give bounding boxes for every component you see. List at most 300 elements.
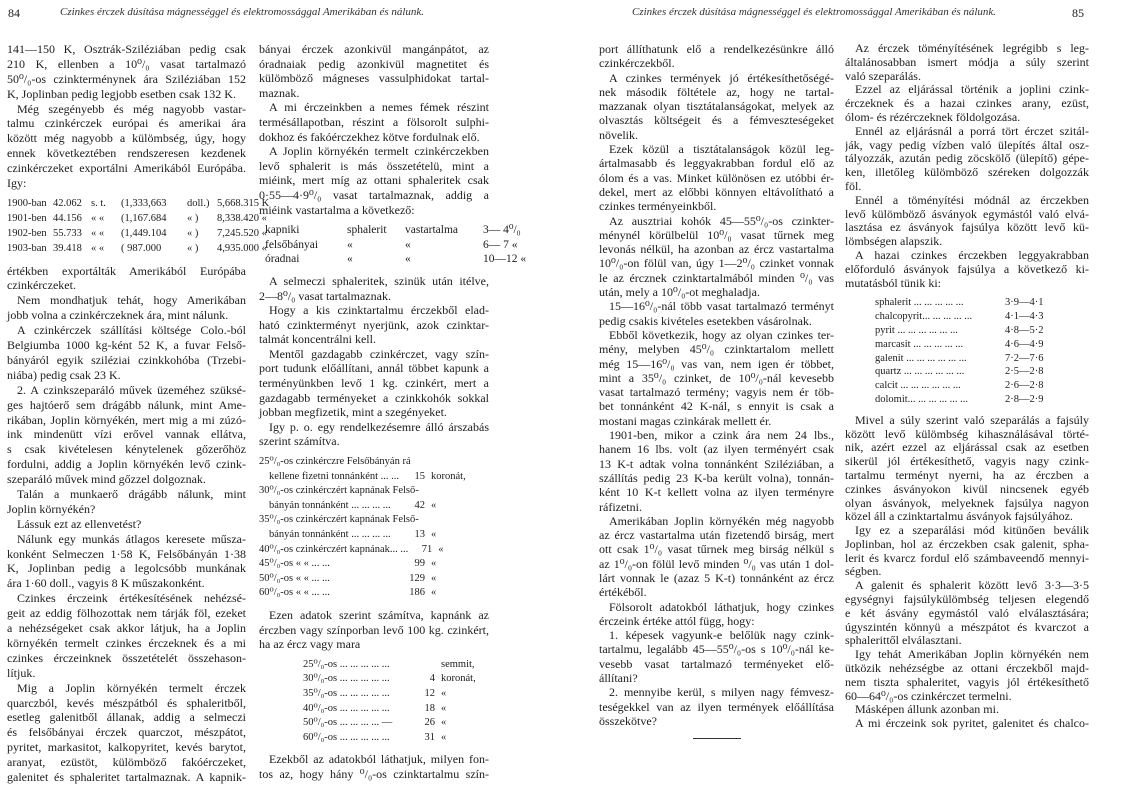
text-line: czinkes érczeinknek összetételét összehason- — [7, 650, 246, 665]
paragraph — [599, 42, 834, 71]
text-line: termésállapotban, részint a fölsorolt sulphi- — [259, 114, 489, 129]
table-cell: marcasit ... ... ... ... ... — [875, 338, 964, 350]
text-line: Czinkes érczeink értékesítésének nehézsé- — [17, 591, 246, 606]
paragraph — [259, 608, 489, 652]
text-line: Nem mondhatjuk tehát, hogy Amerikában — [17, 293, 246, 308]
paragraph — [845, 125, 1089, 194]
table-cell: (1,333,663 — [121, 197, 167, 209]
text-line: Fölsorolt adatokból láthatjuk, hogy czinkes — [609, 599, 834, 614]
text-line: terményünkben levő 1 kg. czinkért, mert a — [259, 376, 489, 391]
table-cell: « — [441, 717, 447, 729]
table-row — [259, 499, 489, 514]
table-row — [303, 731, 489, 746]
text-line: külömböző mágneses vassulphidokat tartal- — [259, 71, 489, 86]
table-cell: semmit, — [441, 658, 475, 670]
text-line: K, Joplinban pedig legjobb esetben csak 132 K. — [7, 86, 236, 101]
text-line: közel áll a czinktartalmu ásványok fajsúlyához. — [845, 509, 1073, 524]
paragraph — [845, 83, 1089, 124]
table-cell: 2·5—2·8 — [1005, 366, 1044, 378]
right-page-column-1 — [599, 42, 834, 739]
table-cell: 60⁰/₀-os ... ... ... ... ... — [303, 731, 390, 743]
text-line: vesebb vasat tartalmazó terményeket elő- — [599, 656, 834, 671]
text-line: Igy: — [7, 176, 27, 191]
paragraph — [599, 214, 834, 300]
table-cell: « — [405, 238, 411, 251]
page-number: 85 — [1072, 6, 1084, 20]
table-row — [7, 227, 267, 242]
text-line: ségben. — [845, 564, 882, 579]
price-label: 45⁰/₀-os « « ... ... — [259, 558, 330, 570]
price-value: 15 — [414, 470, 425, 482]
text-line: ken, illetőleg külömböző széreken dolgozzák — [845, 166, 1089, 180]
paragraph — [7, 591, 246, 680]
text-line: tartalmu terményt nyerni, ha az érczben a — [845, 468, 1089, 482]
text-line: ólom és a vas. Minket különösen ez utóbbi ér- — [599, 170, 834, 185]
text-line: ként 10 K-t kellett volna az ilyen terményre — [599, 485, 834, 500]
paragraph — [599, 600, 834, 629]
table-cell: « « — [91, 242, 105, 254]
table-cell — [415, 658, 441, 673]
table-cell: 6— 7 « — [483, 238, 518, 251]
text-line: A czinkérczek szállítási költsége Colo.-ból — [17, 323, 246, 338]
paragraph — [845, 579, 1089, 648]
text-line: Igy ez a szeparálási mód kitünően beválik — [855, 524, 1089, 538]
text-line: között még nagyobb a külömbség, úgy, hogy — [7, 131, 246, 146]
text-line: Amerikában Joplin környékén még nagyobb — [609, 513, 834, 528]
table-row — [303, 672, 489, 687]
table-cell: « ) — [187, 212, 199, 224]
text-line: összekötve? — [599, 713, 657, 728]
text-line: való szeparálás. — [845, 68, 921, 83]
text-line: ennek következtében rendszeresen kezdenek — [7, 146, 246, 161]
export-table — [7, 197, 270, 257]
text-line: Mivel a súly szerint való szeparálás a fajsúly — [855, 413, 1089, 427]
text-line: Hogy a kis czinktartalmu érczekből elad- — [269, 303, 489, 318]
text-line: s csak kivételesen kénytelenek gőzerőhöz — [7, 442, 246, 457]
table-cell: 8,338.420 « — [217, 212, 267, 224]
text-line: port állíthatunk elő a rendelkezésünkre álló — [599, 42, 834, 56]
text-line: Igy p. o. egy rendelkezésemre álló árszabás — [269, 419, 489, 434]
text-line: sphalerittől elválasztani. — [845, 633, 962, 648]
price-table — [259, 455, 489, 601]
price-unit: « — [431, 499, 437, 511]
text-line: Ebből következik, hogy az olyan czinkes ter- — [609, 327, 834, 342]
text-line: ráfizetni. — [599, 499, 642, 514]
text-line: Nálunk egy munkás átlagos keresete műsza- — [17, 531, 246, 546]
text-line: óradnaiak pedig azonkivül magnetitet és — [259, 56, 489, 71]
text-line: lasztása ez ásványok fajsúlya között levő kü- — [845, 221, 1089, 235]
text-line: K, Joplinban pedig a legolcsóbb munkának — [7, 561, 246, 576]
text-line: talmát koncentrálni kell. — [259, 332, 376, 347]
text-line: olyan ásványok, melyeknek fajsúlya nagyon — [845, 496, 1089, 510]
table-row — [259, 513, 489, 528]
table-cell: 4·8—5·2 — [1005, 324, 1044, 336]
table-row — [875, 393, 1089, 407]
table-cell: sphalerit — [347, 224, 387, 237]
table-cell: 3·9—4·1 — [1005, 297, 1044, 309]
text-line: között levő külömbség kihasználásával törté- — [845, 427, 1089, 441]
text-line: 2. mennyibe kerül, s milyen nagy fémvesz- — [609, 685, 834, 700]
value-table — [259, 658, 489, 746]
text-line: Ezzel az eljárással történik a joplini czink- — [855, 83, 1089, 97]
text-line: és felsőbányai érczek quarczot, mészpátot, — [7, 725, 246, 740]
text-line: rikában, Joplin környékén, mert mig a mi zúzó- — [7, 412, 246, 427]
table-row — [875, 365, 1089, 379]
text-line: környékén termelt czinkes érczeknek és a mi — [7, 635, 246, 650]
text-line: A mi érczeinkben a nemes fémek részint — [269, 100, 489, 115]
text-line: maznak. — [259, 85, 300, 100]
text-line: 1. képesek vagyunk-e belőlük nagy czink- — [609, 628, 834, 643]
text-line: állítani? — [599, 671, 638, 686]
text-line: A hazai czinkes érczekben leggyakrabban — [855, 248, 1089, 262]
text-line: 15—16⁰/₀-nál több vasat tartalmazó terményt — [609, 299, 834, 314]
table-row — [875, 296, 1089, 310]
text-line: bet tonnánként 42 K-nál, s ennyit is csak a — [599, 399, 834, 414]
text-line: ütközik nehézségbe az ottani érczekből majd- — [845, 662, 1089, 676]
text-line: talmu czinkérczek európai és amerikai ára — [7, 116, 246, 131]
table-row — [303, 658, 489, 673]
text-line: Belgiumba 1000 kg-ként 52 K, a fuvar Felső- — [7, 338, 246, 353]
text-line: czinkérczeket. — [7, 278, 76, 293]
text-line: gazdagabb terményeket a czinkkohók sokkal — [259, 390, 489, 405]
text-line: dekel, mert az előbbi könnyen eltávolítható a — [599, 184, 834, 199]
text-line: mostani magas czinkárak mellett ér. — [599, 413, 772, 428]
table-cell: (1,449.104 — [121, 227, 167, 239]
table-cell: « — [405, 253, 411, 266]
text-line: ott csak 1⁰/₀ vasat tűrnek meg birság nélkül s — [599, 542, 834, 557]
table-cell: « ) — [187, 227, 199, 239]
text-line: érczben vagy színporban levő 100 kg. czinkért, — [259, 622, 489, 637]
table-cell: 4,935.000 « — [217, 242, 267, 254]
table-cell: 30⁰/₀-os ... ... ... ... ... — [303, 673, 390, 685]
text-line: A mi érczeink sok pyritet, galenitet és chalco- — [855, 717, 1089, 731]
paragraph — [7, 681, 246, 785]
text-line: tos az, hogy hány ⁰/₀-os czinktartalmu szín- — [259, 766, 489, 781]
text-line: Az érczek töményítésének legrégibb s leg- — [855, 42, 1089, 55]
table-row — [259, 470, 489, 485]
text-line: fordulni, addig a Joplin környékén levő czink- — [7, 457, 246, 472]
text-line: érczeink értéke attól függ, hogy: — [599, 613, 755, 628]
text-line: nek második föltétele az, hogy ne tartal- — [599, 84, 834, 99]
table-cell: 50⁰/₀-os ... ... ... ... — — [303, 717, 393, 729]
table-row — [259, 557, 489, 572]
text-line: 0·55—4·9⁰/₀ vasat tartalmaznak, addig a — [259, 187, 489, 202]
table-row — [259, 484, 489, 499]
price-label: 30⁰/₀-os czinkérczért kapnának Felső- — [259, 485, 419, 497]
table-cell: calcit ... ... ... ... ... ... — [875, 380, 961, 392]
paragraph — [259, 144, 489, 217]
text-line: úgyszintén könnyü a mészpátot és kvarczot a — [845, 620, 1089, 634]
text-line: sikerül jól értékesíthető, vagyis nagy czink- — [845, 455, 1089, 469]
text-line: miéink vastartalma a következő: — [259, 202, 415, 217]
text-line: quarczból, kevés mészpátból és sphaleritből, — [7, 695, 246, 710]
running-head: Czinkes érczek dúsítása mágnességgel és elektromossággal Amerikában és nálunk. — [60, 6, 425, 18]
text-line: Joplin környékén? — [7, 501, 96, 516]
table-row — [259, 528, 489, 543]
paragraph — [845, 42, 1089, 83]
table-cell: « — [347, 253, 353, 266]
text-line: pyritet, markasitot, kalkopyritet, kevés barytot, — [7, 740, 246, 755]
table-row — [7, 242, 267, 257]
text-line: czinkes terményeinkből. — [599, 199, 717, 214]
table-cell: 42.062 — [53, 197, 82, 209]
table-cell: « « — [91, 212, 105, 224]
text-line: után, mely a 10⁰/₀-ot meghaladja. — [599, 285, 760, 300]
paragraph — [7, 517, 246, 532]
text-line: lömbségen alapszik. — [845, 234, 943, 249]
table-row — [7, 197, 270, 212]
table-row — [875, 352, 1089, 366]
text-line: Mig a Joplin környékén termelt érczek — [17, 680, 246, 695]
paragraph — [599, 514, 834, 600]
section-end-rule — [693, 738, 741, 739]
right-page-column-2 — [845, 42, 1089, 731]
text-line: dokhoz és fakóérczekhez kötve fordulnak elő. — [259, 129, 480, 144]
text-line: ha az ércz vagy mara — [259, 637, 361, 652]
table-cell: sphalerit ... ... ... ... ... — [875, 297, 964, 309]
table-cell: « — [441, 702, 447, 714]
table-row — [875, 338, 1089, 352]
price-label: 50⁰/₀-os « « ... ... — [259, 572, 330, 584]
text-line: mutatásból tünik ki: — [845, 275, 941, 290]
text-line: A selmeczi sphaleritek, szinük után itélve, — [269, 273, 489, 288]
table-row — [875, 379, 1089, 393]
text-line: Talán a munkaerő drágább nálunk, mint — [17, 486, 246, 501]
text-line: Ezen adatok szerint számítva, kapnánk az — [269, 607, 489, 622]
text-line: 2—8⁰/₀ vasat tartalmaznak. — [259, 288, 391, 303]
table-row — [303, 716, 489, 731]
text-line: Mentől gazdagabb czinkérczet, vagy szín- — [269, 346, 489, 361]
price-label: 35⁰/₀-os czinkérczért kapnának Felső- — [259, 514, 419, 526]
table-cell: 35⁰/₀-os ... ... ... ... ... — [303, 687, 390, 699]
text-line: czinkes ásványokon kivül nincsenek egyéb — [845, 482, 1089, 496]
text-line: Ennél az eljárásnál a porrá tört érczet szitál- — [855, 124, 1089, 138]
paragraph — [7, 102, 246, 191]
text-line: mazzanak olyan tisztátalanságokat, melyek az — [599, 99, 834, 114]
price-unit: « — [438, 543, 444, 555]
text-line: czinkérczeket exportálni Amerikából Európába. — [7, 161, 246, 176]
text-line: Igy tehát Amerikában Joplin környékén nem — [855, 648, 1089, 662]
text-line: 210 K, ellenben a 10⁰/₀ vasat tartalmazó — [7, 56, 246, 71]
text-line: A Joplin környékén termelt czinkérczekben — [269, 144, 489, 159]
paragraph — [599, 628, 834, 685]
text-line: 141—150 K, Osztrák-Sziléziában pedig csak — [7, 42, 246, 56]
table-row — [303, 687, 489, 702]
table-cell: 26 — [424, 717, 435, 729]
text-line: olvasztás költségeit és a fémveszteségeket — [599, 113, 834, 128]
table-cell: óradnai — [265, 253, 300, 266]
price-unit: koronát, — [431, 470, 466, 482]
text-line: niába) pedig csak 23 K. — [7, 367, 121, 382]
text-line: lerit és kvarcz fordul elő számbaveendő mennyi- — [845, 551, 1089, 565]
table-cell: 44.156 — [53, 212, 82, 224]
table-row — [303, 702, 489, 717]
text-line: föl. — [845, 178, 862, 193]
table-row — [875, 324, 1089, 338]
text-line: le az ércznek czinktartalmából minden ⁰/₀ vas — [599, 270, 834, 285]
price-value: 13 — [414, 529, 425, 540]
table-cell: 2·8—2·9 — [1005, 393, 1044, 405]
text-line: Lássuk ezt az ellenvetést? — [17, 516, 142, 531]
paragraph — [599, 71, 834, 142]
paragraph — [599, 685, 834, 728]
paragraph — [845, 249, 1089, 290]
table-cell: 7·2—7·6 — [1005, 352, 1044, 364]
text-line: hanem 16 lbs. volt (az ilyen terményért csak — [599, 442, 834, 457]
text-line: ink mindenütt vízi erővel vannak ellátva, — [7, 427, 246, 442]
table-row — [265, 252, 527, 267]
text-line: Ennél a töményítési módnál az érczekben — [855, 193, 1089, 207]
text-line: lárt vonnak le (azaz 5 K-t) tonnánként az ércz — [599, 570, 834, 585]
price-value: 42 — [414, 499, 425, 511]
table-row — [7, 212, 267, 227]
table-cell: (1,167.684 — [121, 212, 167, 224]
text-line: ólom- és rézérczeknek földolgozása. — [845, 109, 1021, 124]
text-line: bányáról egyik sziléziai czinkkohóba (Trzebi- — [7, 352, 246, 367]
text-line: nem tiszta sphaleritet, vagyis jól értékesíthető — [845, 675, 1089, 689]
paragraph — [7, 264, 246, 294]
text-line: 50⁰/₀-os czinkterménynek ára Sziléziában 152 — [7, 71, 246, 86]
text-line: A czinkes termények jó értékesíthetőségé- — [609, 70, 834, 85]
text-line: növelik. — [599, 127, 638, 142]
text-line: még 15—16⁰/₀ vas van, nem igen ér többet, — [599, 356, 834, 371]
text-line: előforduló ásványok fajsúlya a következő ki- — [845, 262, 1089, 276]
table-cell: 18 — [424, 702, 435, 714]
paragraph — [845, 414, 1089, 524]
text-line: mint a 35⁰/₀ czinket, de 10⁰/₀-nál kevesebb — [599, 370, 834, 385]
price-unit: « — [431, 529, 437, 540]
paragraph — [845, 524, 1089, 579]
table-cell: 39.418 — [53, 242, 82, 254]
table-cell: chalcopyrit... ... ... ... ... — [875, 311, 973, 323]
table-cell: felsőbányai — [265, 238, 319, 251]
text-line: ges hajtóerő sem drágább nálunk, mint Ame- — [7, 397, 246, 412]
paragraph — [7, 323, 246, 383]
text-line: jobb volna a czinkérczeknek ára, mint nálunk. — [7, 308, 229, 323]
table-row — [265, 238, 518, 253]
price-value: 186 — [409, 587, 425, 599]
text-line: konként Selmeczen 1·58 K, Felsőbányán 1·38 — [7, 546, 246, 561]
text-line: mény, melyben 45⁰/₀ czinktartalom mellett — [599, 342, 834, 357]
table-cell: 12 — [424, 687, 435, 699]
text-line: Az ausztriai kohók 45—55⁰/₀-os czinkter- — [609, 213, 834, 228]
text-line: e két ásvány egymástól való elválasztására; — [845, 606, 1089, 620]
table-cell: 4·6—4·9 — [1005, 338, 1044, 350]
table-cell: 2·6—2·8 — [1005, 380, 1044, 392]
text-line: Ezek közül a tisztátalanságok közül leg- — [609, 142, 834, 157]
text-line: bányai érczek azonkivül mangánpátot, az — [259, 42, 489, 56]
table-cell: quartz ... ... ... ... ... ... — [875, 366, 965, 378]
table-cell: 25⁰/₀-os ... ... ... ... ... — [303, 658, 390, 670]
text-line: 60—64⁰/₀-os czinkérczet termelni. — [845, 688, 1012, 703]
price-value: 129 — [409, 572, 425, 584]
table-cell: ( 987.000 — [121, 242, 162, 254]
paragraph — [599, 299, 834, 328]
table-cell: galenit ... ... ... ... ... ... — [875, 352, 967, 364]
table-cell: 10—12 « — [483, 253, 527, 266]
table-cell: 1902-ben — [7, 227, 47, 239]
text-line: szeparáló művek mind gőzzel dolgoznak. — [7, 472, 206, 487]
text-line: vasat tartalmazó termény; vagyis nem ér töb- — [599, 385, 834, 400]
text-line: teségekkel van az ilyen termények előállítása — [599, 699, 834, 714]
page-number: 84 — [8, 6, 20, 20]
text-line: Ezekből az adatokból láthatjuk, milyen fon- — [269, 752, 489, 767]
text-line: ható czinkterményt nyerjünk, azok czinktar- — [259, 317, 489, 332]
table-cell: « — [441, 687, 447, 699]
table-cell: 7,245.520 « — [217, 227, 267, 239]
table-cell: dolomit... ... ... ... ... ... — [875, 393, 969, 405]
price-label: kellene fizetni tonnánként ... ... — [269, 470, 400, 482]
text-line: értékben exportálták Amerikából Európába — [7, 263, 246, 278]
table-cell: pyrit ... ... ... ... ... ... — [875, 324, 958, 336]
text-line: 10⁰/₀-on fölül van, úgy 1—2⁰/₀ czinket vonnak — [599, 256, 834, 271]
text-line: levő sphalerit is más összetételü, mint a — [259, 158, 489, 173]
table-cell: koronát, — [441, 673, 476, 685]
text-line: 1901-ben, mikor a czink ára nem 24 lbs., — [609, 428, 834, 443]
table-row — [259, 572, 489, 587]
text-line: aranyat, ezüstöt, külömböző fakóérczeket, — [7, 755, 246, 770]
text-line: A galenit és sphalerit között levő 3·3—3·5 — [855, 579, 1089, 593]
text-line: jobban megfizetik, mint a szegényeket. — [259, 405, 447, 420]
table-row — [875, 310, 1089, 324]
price-label: 25⁰/₀-os czinkérczre Felsőbányán rá — [259, 456, 411, 468]
table-cell: 31 — [424, 731, 435, 743]
price-label: 60⁰/₀-os « « ... ... — [259, 587, 330, 599]
text-line: esetleg galenitből állanak, addig a selmeczi — [7, 710, 246, 725]
price-unit: « — [431, 572, 437, 584]
text-line: ára 1·60 doll., vagyis 8 K műszakonként. — [7, 576, 205, 591]
text-line: szállítás pedig 23 K-ba került volna), tonnán- — [599, 470, 834, 485]
text-line: galenitet és sphaleritet tartalmaznak. A kapnik- — [7, 769, 246, 784]
text-line: a nehézségeket csak akkor látjuk, ha a Joplin — [7, 621, 246, 636]
paragraph — [259, 347, 489, 420]
text-line: czinkérczekből. — [599, 56, 675, 71]
table-cell: kapniki — [265, 224, 300, 237]
table-row — [259, 455, 489, 470]
price-label: 40⁰/₀-os czinkérczért kapnának... ... — [259, 543, 409, 555]
table-cell: 4 — [429, 673, 435, 685]
table-cell: doll.) — [187, 197, 210, 209]
table-cell: 1900-ban — [7, 197, 47, 209]
table-row — [259, 543, 489, 558]
table-cell: 1903-ban — [7, 242, 47, 254]
text-line: általánosabban ismert módja a súly szerint — [845, 55, 1089, 69]
text-line: az 1⁰/₀-on fölül levő minden ⁰/₀ vas után 1 dol- — [599, 556, 834, 571]
text-line: érczeknek és a hazai czinkes arany, ezüst, — [845, 97, 1089, 111]
paragraph — [599, 142, 834, 213]
price-value: 99 — [414, 558, 425, 570]
text-line: Másképen állunk azonban mi. — [855, 702, 999, 717]
paragraph — [845, 648, 1089, 703]
price-label: bányán tonnánként ... ... ... ... — [269, 529, 391, 540]
table-cell: 3— 4⁰/₀ — [483, 224, 521, 237]
text-line: port tudunk előállítani, annál többet kapunk a — [259, 361, 489, 376]
text-line: ártalmasabb és leggyakrabban fordul elő az — [599, 156, 834, 171]
left-page-column-2 — [259, 42, 527, 782]
specific-gravity-table — [845, 296, 1089, 406]
text-line: az ércz vastartalma után fizetendő birság, mert — [599, 528, 834, 543]
price-label: bányán tonnánként ... ... ... ... — [269, 499, 391, 511]
text-line: nik, azért ezzel az eljárással csak az esetben — [845, 441, 1089, 455]
text-line: ják, vagy pedig vízben való ülepítés által osz- — [845, 138, 1089, 152]
paragraph — [259, 100, 489, 144]
text-line: pedig csakis kivételes esetekben vásárolnak. — [599, 313, 812, 328]
text-line: miéink, mert míg az ottani sphaleritek csak — [259, 173, 489, 188]
text-line: levonás nélkül, ha azonban az ércz vastartalma — [599, 242, 834, 257]
paragraph — [259, 303, 489, 347]
paragraph — [7, 487, 246, 517]
text-line: tályozzák, azután pedig zöcskölő (ülepítő) gépe- — [845, 152, 1089, 166]
